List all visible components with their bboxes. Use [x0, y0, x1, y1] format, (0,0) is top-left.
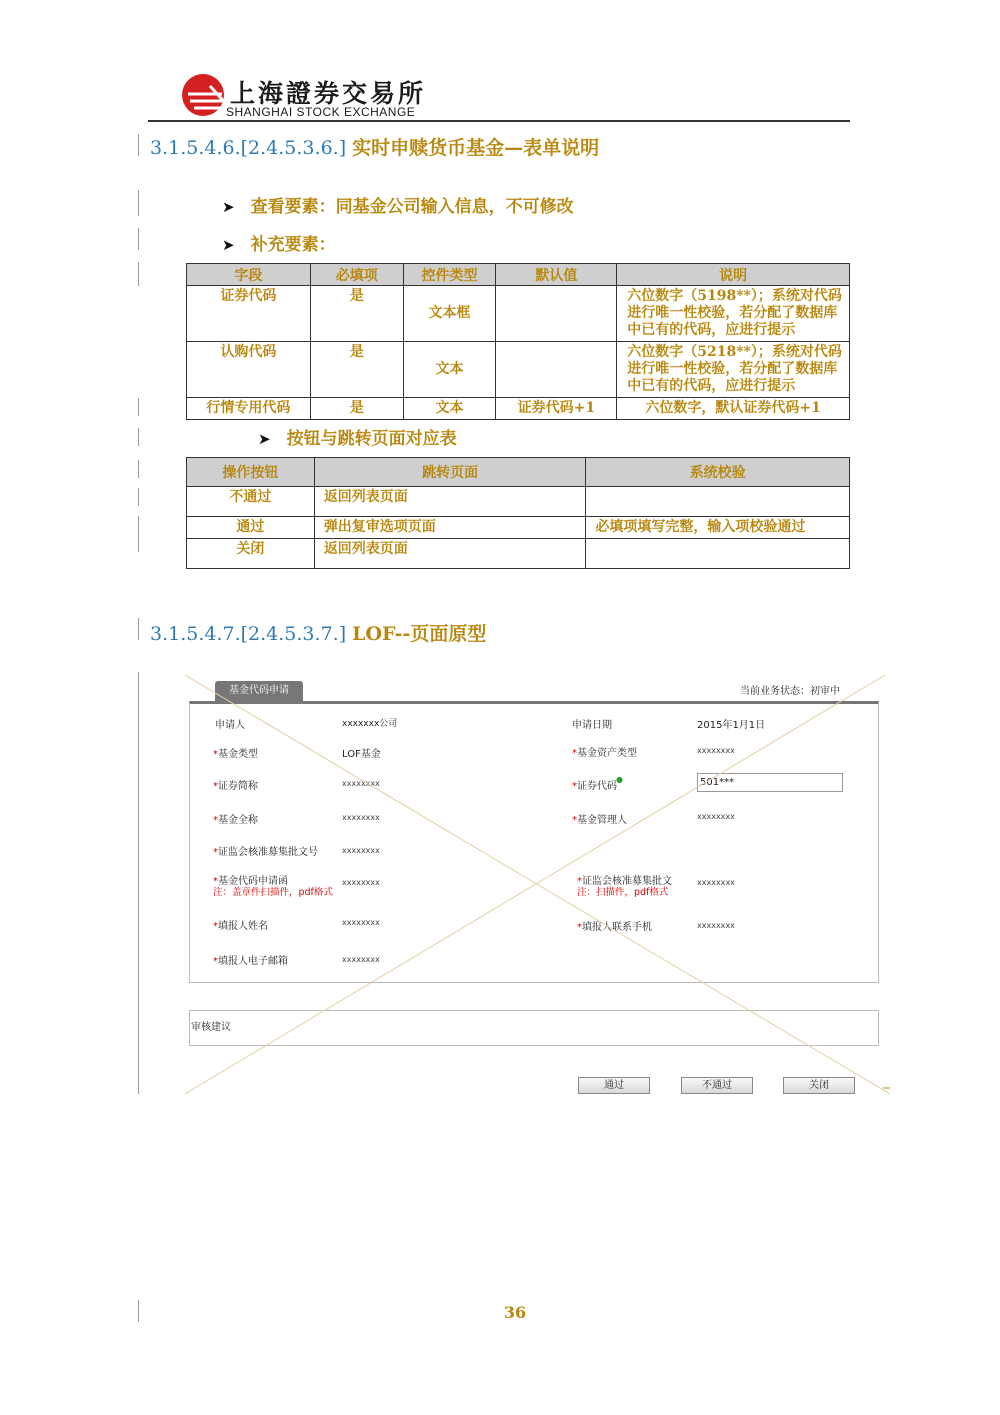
fund-type-value: LOF基金 [342, 749, 381, 760]
required-mark: * [213, 956, 218, 967]
security-code-input[interactable]: 501*** [697, 773, 843, 792]
change-bar [138, 618, 139, 640]
bullet-buttons-table [258, 424, 457, 449]
required-mark: * [213, 921, 218, 932]
bullet-text: 补充要素： [250, 235, 336, 255]
label-text: 证券代码 [577, 781, 617, 792]
required-mark: * [577, 876, 582, 887]
refresh-icon[interactable]: ● [616, 775, 623, 784]
prototype-cross-lines [185, 672, 890, 1097]
buttons-table [186, 457, 850, 569]
table-cell: 文本 [403, 342, 496, 398]
change-bar [138, 1300, 139, 1322]
change-bar [138, 190, 139, 216]
bullet-view-elements [222, 192, 574, 217]
bullet-supplement [222, 230, 336, 255]
label-text: 填报人电子邮箱 [218, 956, 288, 967]
required-mark: * [213, 815, 218, 826]
section-number: 3.1.5.4.7.[2.4.5.3.7.] [150, 623, 347, 645]
applicant-label: 申请人 [215, 720, 245, 731]
change-bar [138, 460, 139, 478]
sse-logo-mark-icon [180, 72, 230, 118]
label-text: 基金资产类型 [577, 748, 637, 759]
table-row [187, 398, 850, 420]
col-header: 说明 [617, 264, 850, 286]
close-button[interactable]: 关闭 [783, 1077, 855, 1094]
table-cell: 是 [310, 342, 403, 398]
col-header: 默认值 [496, 264, 617, 286]
business-status: 当前业务状态：初审中 [740, 686, 840, 697]
full-name-value: xxxxxxxx [342, 813, 380, 822]
table-cell: 返回列表页面 [314, 487, 586, 517]
logo-chinese-name: 上海證券交易所 [230, 79, 427, 108]
page-number: 36 [503, 1303, 527, 1322]
upload-note: 注：扫描件，pdf格式 [577, 887, 669, 898]
required-mark: * [572, 815, 577, 826]
reporter-email-value: xxxxxxxx [342, 955, 380, 964]
review-label: 审核建议 [191, 1022, 231, 1033]
table-cell: 证券代码+1 [496, 398, 617, 420]
label-text: 基金类型 [218, 749, 258, 760]
table-row [187, 342, 850, 398]
col-header: 字段 [187, 264, 311, 286]
change-bar [138, 672, 139, 1094]
bullet-text: 查看要素：同基金公司输入信息，不可修改 [250, 197, 574, 217]
table-cell [496, 342, 617, 398]
col-header: 操作按钮 [187, 458, 315, 487]
label-text: 填报人联系手机 [582, 922, 652, 933]
required-mark: * [577, 922, 582, 933]
change-bar [138, 228, 139, 250]
table-cell: 六位数字（5218**）；系统对代码进行唯一性校验，若分配了数据库中已有的代码，应进行提示 [617, 342, 850, 398]
change-bar [138, 262, 139, 286]
pass-button[interactable]: 通过 [578, 1077, 650, 1094]
table-cell [496, 286, 617, 342]
header-rule [148, 120, 850, 122]
required-mark: * [572, 748, 577, 759]
arrow-bullet-icon: ➤ [258, 430, 271, 448]
bullet-text: 按钮与跳转页面对应表 [286, 429, 457, 449]
table-cell: 不通过 [187, 487, 315, 517]
section-title: 实时申赎货币基金—表单说明 [352, 137, 600, 159]
section-heading [150, 133, 599, 160]
label-text: 填报人姓名 [218, 921, 268, 932]
section-heading [150, 619, 486, 646]
table-cell: 必填项填写完整，输入项校验通过 [586, 517, 850, 539]
table-cell: 关闭 [187, 539, 315, 569]
change-bar [138, 398, 139, 416]
table-cell [586, 487, 850, 517]
table-row [187, 487, 850, 517]
required-mark: * [213, 781, 218, 792]
reporter-name-value: xxxxxxxx [342, 918, 380, 927]
table-row [187, 539, 850, 569]
col-header: 控件类型 [403, 264, 496, 286]
label-text: 证监会核准募集批文 [582, 876, 672, 887]
label-text: 基金代码申请函 [218, 876, 288, 887]
apply-date-value: 2015年1月1日 [697, 720, 766, 731]
table-row [187, 286, 850, 342]
table-cell: 文本框 [403, 286, 496, 342]
csrc-approval-number-value: xxxxxxxx [342, 846, 380, 855]
asset-type-value: xxxxxxxx [697, 746, 735, 755]
table-cell: 六位数字（5198**）；系统对代码进行唯一性校验，若分配了数据库中已有的代码，应进行提示 [617, 286, 850, 342]
section-number: 3.1.5.4.6.[2.4.5.3.6.] [150, 137, 347, 159]
required-mark: * [213, 749, 218, 760]
required-mark: * [213, 847, 218, 858]
table-cell: 返回列表页面 [314, 539, 586, 569]
short-name-value: xxxxxxxx [342, 779, 380, 788]
table-cell: 文本 [403, 398, 496, 420]
table-cell: 是 [310, 398, 403, 420]
sse-logo [180, 70, 430, 122]
label-text: 证监会核准募集批文号 [218, 847, 318, 858]
arrow-bullet-icon: ➤ [222, 198, 235, 216]
change-bar [138, 488, 139, 506]
apply-date-label: 申请日期 [572, 720, 612, 731]
table-cell: 是 [310, 286, 403, 342]
csrc-approval-doc-value: xxxxxxxx [697, 878, 735, 887]
reporter-phone-value: xxxxxxxx [697, 921, 735, 930]
label-text: 基金管理人 [577, 815, 627, 826]
label-text: 基金全称 [218, 815, 258, 826]
required-mark: * [213, 876, 218, 887]
change-bar [138, 428, 139, 446]
table-cell: 行情专用代码 [187, 398, 311, 420]
fields-table [186, 263, 850, 420]
change-bar [138, 134, 139, 156]
tab-fund-code-application[interactable]: 基金代码申请 [215, 681, 303, 701]
change-bar [138, 516, 139, 552]
required-mark: * [572, 781, 577, 792]
table-cell: 六位数字，默认证券代码+1 [617, 398, 850, 420]
section-title: LOF--页面原型 [352, 623, 487, 645]
table-cell [586, 539, 850, 569]
arrow-bullet-icon: ➤ [222, 236, 235, 254]
table-cell: 证券代码 [187, 286, 311, 342]
applicant-value: xxxxxxx公司 [342, 719, 398, 729]
label-text: 证券简称 [218, 781, 258, 792]
page-prototype [185, 672, 890, 1097]
table-row [187, 517, 850, 539]
col-header: 必填项 [310, 264, 403, 286]
col-header: 系统校验 [586, 458, 850, 487]
table-cell: 认购代码 [187, 342, 311, 398]
table-cell: 弹出复审选项页面 [314, 517, 586, 539]
application-letter-value: xxxxxxxx [342, 878, 380, 887]
upload-note: 注：盖章件扫描件，pdf格式 [213, 887, 333, 898]
col-header: 跳转页面 [314, 458, 586, 487]
table-cell: 通过 [187, 517, 315, 539]
logo-english-name: SHANGHAI STOCK EXCHANGE [226, 105, 416, 119]
fund-manager-value: xxxxxxxx [697, 812, 735, 821]
reject-button[interactable]: 不通过 [681, 1077, 753, 1094]
